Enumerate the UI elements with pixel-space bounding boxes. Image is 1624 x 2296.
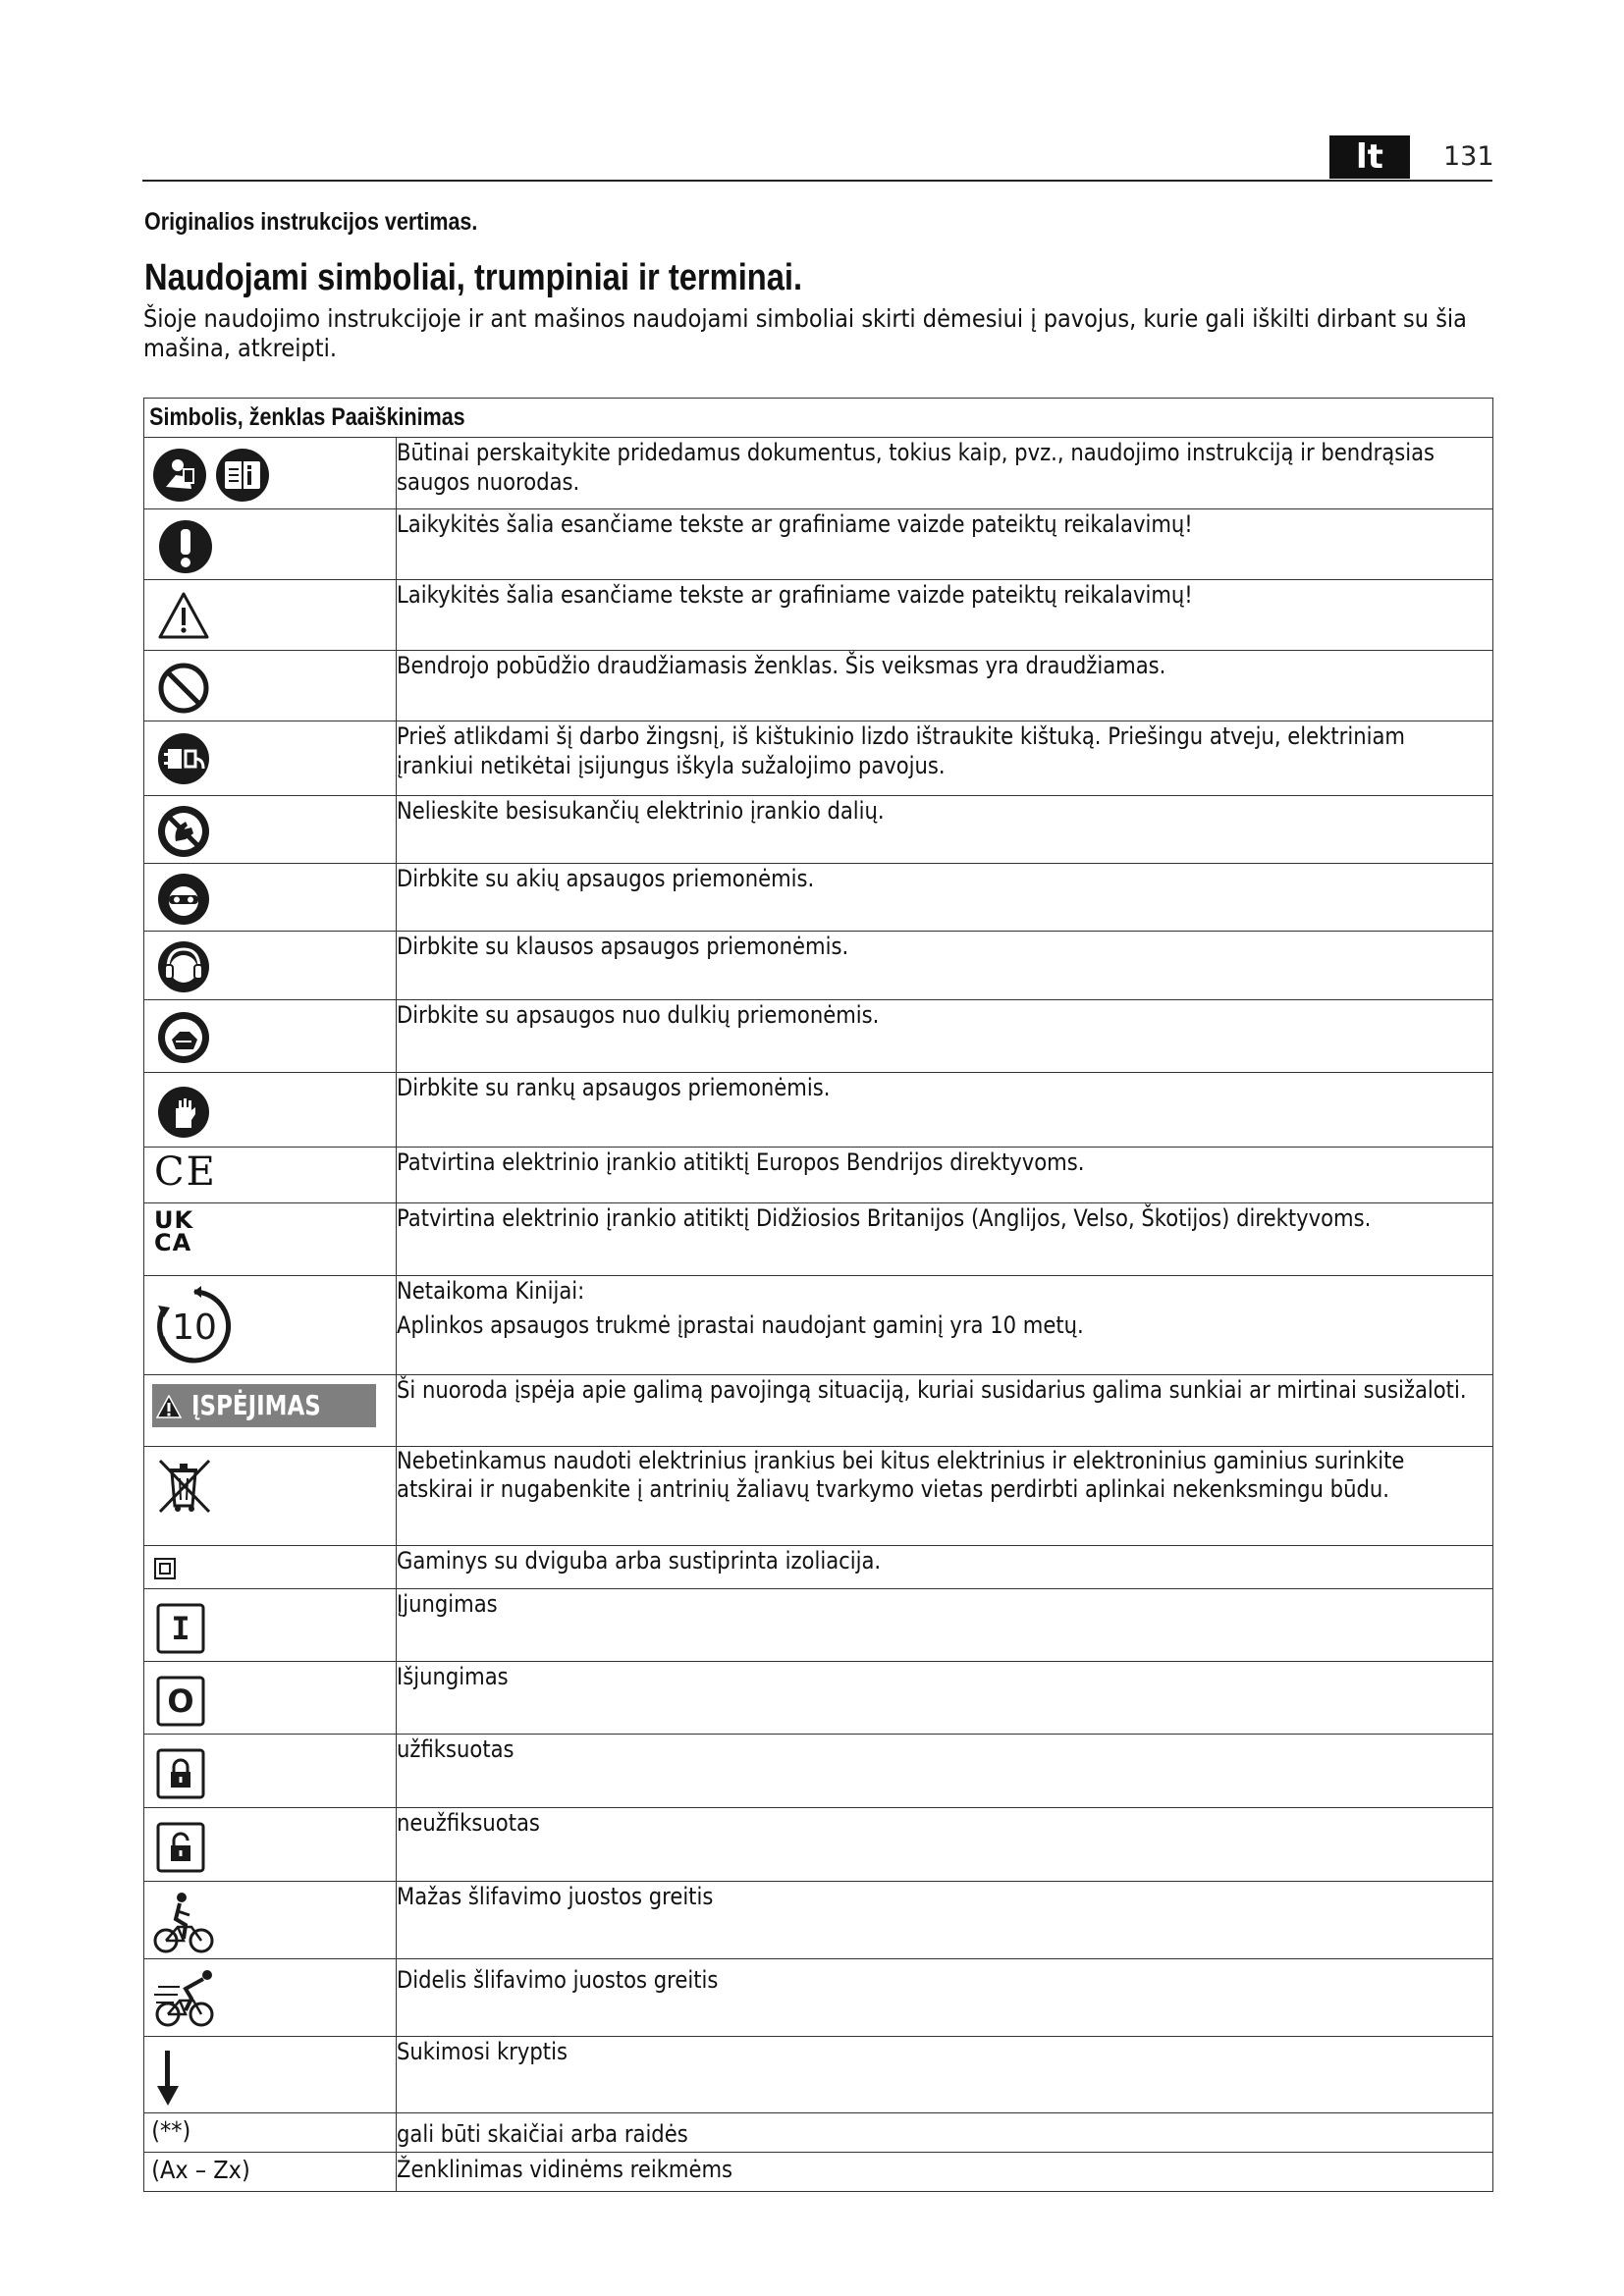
description-cell [397, 932, 1493, 1000]
description-text: Prieš atlikdami šį darbo žingsnį, iš kištukinio lizdo ištraukite kištuką. Priešingu atveju, elektriniam įrankiui netikėtai įsijungus iškyla sužalojimo pavojus. [397, 722, 1405, 779]
description-cell [397, 1148, 1493, 1203]
description-cell [397, 1375, 1493, 1447]
description-text: Nelieskite besisukančių elektrinio įrankio dalių. [397, 797, 885, 825]
table-row [144, 1000, 1493, 1073]
table-row [144, 1589, 1493, 1662]
unlocked-icon [156, 1822, 205, 1873]
description-cell [397, 580, 1493, 651]
header-symbol: Simbolis, ženklas [149, 403, 326, 431]
description-cell [397, 2153, 1493, 2192]
locked-icon [156, 1748, 205, 1799]
description-text: Dirbkite su rankų apsaugos priemonėmis. [397, 1074, 831, 1101]
language-badge: lt [1329, 135, 1410, 179]
symbols-table [143, 398, 1493, 2192]
exclamation-mandatory-icon [158, 519, 213, 574]
description-text: Mažas šlifavimo juostos greitis [397, 1883, 714, 1910]
warning-triangle-icon [156, 590, 211, 643]
weee-bin-icon [154, 1455, 217, 1518]
description-cell [397, 796, 1493, 864]
table-row [144, 1959, 1493, 2037]
description-cell [397, 651, 1493, 721]
header-rule [142, 180, 1492, 182]
description-cell [397, 1589, 1493, 1662]
symbol-cell [144, 2153, 397, 2192]
table-row [144, 2113, 1493, 2153]
symbol-text: (Ax – Zx) [151, 2156, 250, 2184]
description-cell [397, 1000, 1493, 1073]
symbol-cell [144, 1073, 397, 1148]
read-manual-icons [152, 448, 282, 503]
double-insulation-icon [154, 1558, 176, 1579]
power-on-glyph: I [171, 1610, 190, 1647]
description-cell [397, 1808, 1493, 1882]
symbol-cell [144, 651, 397, 721]
rotation-arrow-down-icon [154, 2049, 182, 2108]
symbol-cell [144, 1000, 397, 1073]
page-title: Naudojami simboliai, trumpiniai ir terminai. [144, 257, 803, 298]
symbol-cell [144, 1589, 397, 1662]
page-number: 131 [1443, 141, 1494, 172]
symbol-cell [144, 796, 397, 864]
description-cell [397, 1447, 1493, 1546]
description-text: Ši nuoroda įspėja apie galimą pavojingą situaciją, kuriai susidarius galima sunkiai ar mirtinai susižaloti. [397, 1376, 1467, 1404]
description-text: Bendrojo pobūdžio draudžiamasis ženklas. Šis veiksmas yra draudžiamas. [397, 652, 1166, 679]
symbol-cell [144, 1959, 397, 2037]
table-row [144, 1447, 1493, 1546]
symbol-cell [144, 864, 397, 932]
table-row [144, 721, 1493, 796]
no-touch-rotating-icon [156, 804, 211, 859]
description-cell [397, 1735, 1493, 1808]
china-rohs-10-icon [154, 1286, 235, 1366]
description-cell [397, 1276, 1493, 1375]
table-row [144, 651, 1493, 721]
ear-protection-icon [156, 939, 211, 994]
warning-small-icon [156, 1395, 182, 1418]
table-row [144, 1882, 1493, 1959]
description-text: Ženklinimas vidinėms reikmėms [397, 2156, 733, 2183]
gloves-icon [156, 1085, 211, 1140]
symbol-cell [144, 1447, 397, 1546]
description-cell [397, 864, 1493, 932]
symbol-cell [144, 1148, 397, 1203]
description-text: Aplinkos apsaugos trukmė įprastai naudojant gaminį yra 10 metų. [397, 1311, 1084, 1339]
table-row [144, 1073, 1493, 1148]
table-header [144, 399, 1493, 438]
dust-mask-icon [156, 1010, 211, 1065]
symbol-text: (**) [151, 2116, 191, 2145]
symbol-cell [144, 1662, 397, 1735]
ce-mark-icon: CE [154, 1149, 217, 1195]
description-text: Laikykitės šalia esančiame tekste ar grafiniame vaizde pateiktų reikalavimų! [397, 581, 1193, 609]
warning-label-icon [152, 1384, 376, 1427]
header-explanation: Paaiškinimas [331, 403, 465, 431]
symbol-cell [144, 1203, 397, 1276]
table-row [144, 1276, 1493, 1375]
description-text: gali būti skaičiai arba raidės [397, 2120, 688, 2148]
description-text: užfiksuotas [397, 1735, 514, 1763]
table-row [144, 580, 1493, 651]
description-text: Būtinai perskaitykite pridedamus dokumentus, tokius kaip, pvz., naudojimo instrukciją ir bendrąsias saugos nuorodas. [397, 439, 1435, 496]
symbol-cell [144, 1882, 397, 1959]
eye-protection-icon [156, 872, 211, 927]
description-cell [397, 438, 1493, 509]
symbol-cell [144, 2113, 397, 2153]
table-row [144, 438, 1493, 509]
description-cell [397, 721, 1493, 796]
warning-label-text: ĮSPĖJIMAS [190, 1389, 321, 1421]
description-text: Dirbkite su akių apsaugos priemonėmis. [397, 865, 815, 892]
description-cell [397, 509, 1493, 580]
slow-speed-cyclist-icon [152, 1890, 217, 1954]
symbol-cell [144, 721, 397, 796]
table-row [144, 1662, 1493, 1735]
symbol-cell [144, 1735, 397, 1808]
intro-paragraph: Šioje naudojimo instrukcijoje ir ant mašinos naudojami simboliai skirti dėmesiui į pavojus, kurie gali iškilti dirbant su šia mašina, atkreipti. [143, 304, 1467, 362]
description-cell [397, 1203, 1493, 1276]
description-cell [397, 1882, 1493, 1959]
description-text: Patvirtina elektrinio įrankio atitiktį Didžiosios Britanijos (Anglijos, Velso, Škotijos) direktyvoms. [397, 1204, 1372, 1232]
table-row [144, 1546, 1493, 1589]
description-cell [397, 2037, 1493, 2113]
description-text: Nebetinkamus naudoti elektrinius įrankius bei kitus elektrinius ir elektroninius gaminius surinkite atskirai ir nugabenkite į antrinių žaliavų tvarkymo vietas perdirbti aplinkai nekenksmingu būdu. [397, 1447, 1405, 1503]
symbol-cell [144, 1375, 397, 1447]
description-cell [397, 1662, 1493, 1735]
power-on-icon [156, 1603, 205, 1654]
table-header-row [144, 399, 1493, 438]
translation-note: Originalios instrukcijos vertimas. [144, 208, 478, 236]
prohibition-icon [156, 661, 211, 716]
table-row [144, 1148, 1493, 1203]
ukca-mark-icon [154, 1206, 194, 1256]
symbol-cell [144, 580, 397, 651]
description-text: Įjungimas [397, 1590, 498, 1618]
table-row [144, 796, 1493, 864]
table-row [144, 2037, 1493, 2113]
table-row [144, 2153, 1493, 2192]
description-text: Didelis šlifavimo juostos greitis [397, 1966, 719, 1994]
description-cell [397, 1073, 1493, 1148]
description-text: Netaikoma Kinijai: [397, 1277, 585, 1305]
description-text: neužfiksuotas [397, 1809, 540, 1837]
symbol-cell [144, 2037, 397, 2113]
description-cell [397, 1546, 1493, 1589]
description-cell [397, 2113, 1493, 2153]
power-off-icon [156, 1676, 205, 1727]
symbol-cell [144, 1276, 397, 1375]
symbol-cell [144, 1546, 397, 1589]
ukca-line-2: CA [154, 1229, 192, 1256]
ukca-line-1: UK [154, 1206, 194, 1234]
symbol-cell [144, 1808, 397, 1882]
table-row [144, 864, 1493, 932]
description-text: Išjungimas [397, 1663, 509, 1690]
table-row [144, 1375, 1493, 1447]
table-row [144, 1735, 1493, 1808]
symbol-cell [144, 438, 397, 509]
symbol-cell [144, 932, 397, 1000]
description-text: Sukimosi kryptis [397, 2038, 568, 2065]
table-row [144, 509, 1493, 580]
power-off-glyph: O [167, 1682, 194, 1720]
description-text: Gaminys su dviguba arba sustiprinta izoliacija. [397, 1547, 882, 1575]
table-row [144, 1808, 1493, 1882]
symbol-cell [144, 509, 397, 580]
fast-speed-cyclist-icon [152, 1965, 221, 2030]
rohs-years-text: 10 [172, 1308, 217, 1348]
description-cell [397, 1959, 1493, 2037]
description-text: Dirbkite su apsaugos nuo dulkių priemonėmis. [397, 1001, 880, 1029]
unplug-icon [156, 731, 211, 786]
table-row [144, 932, 1493, 1000]
description-text: Dirbkite su klausos apsaugos priemonėmis. [397, 933, 849, 960]
table-row [144, 1203, 1493, 1276]
description-text: Patvirtina elektrinio įrankio atitiktį Europos Bendrijos direktyvoms. [397, 1148, 1085, 1176]
description-text: Laikykitės šalia esančiame tekste ar grafiniame vaizde pateiktų reikalavimų! [397, 510, 1193, 538]
